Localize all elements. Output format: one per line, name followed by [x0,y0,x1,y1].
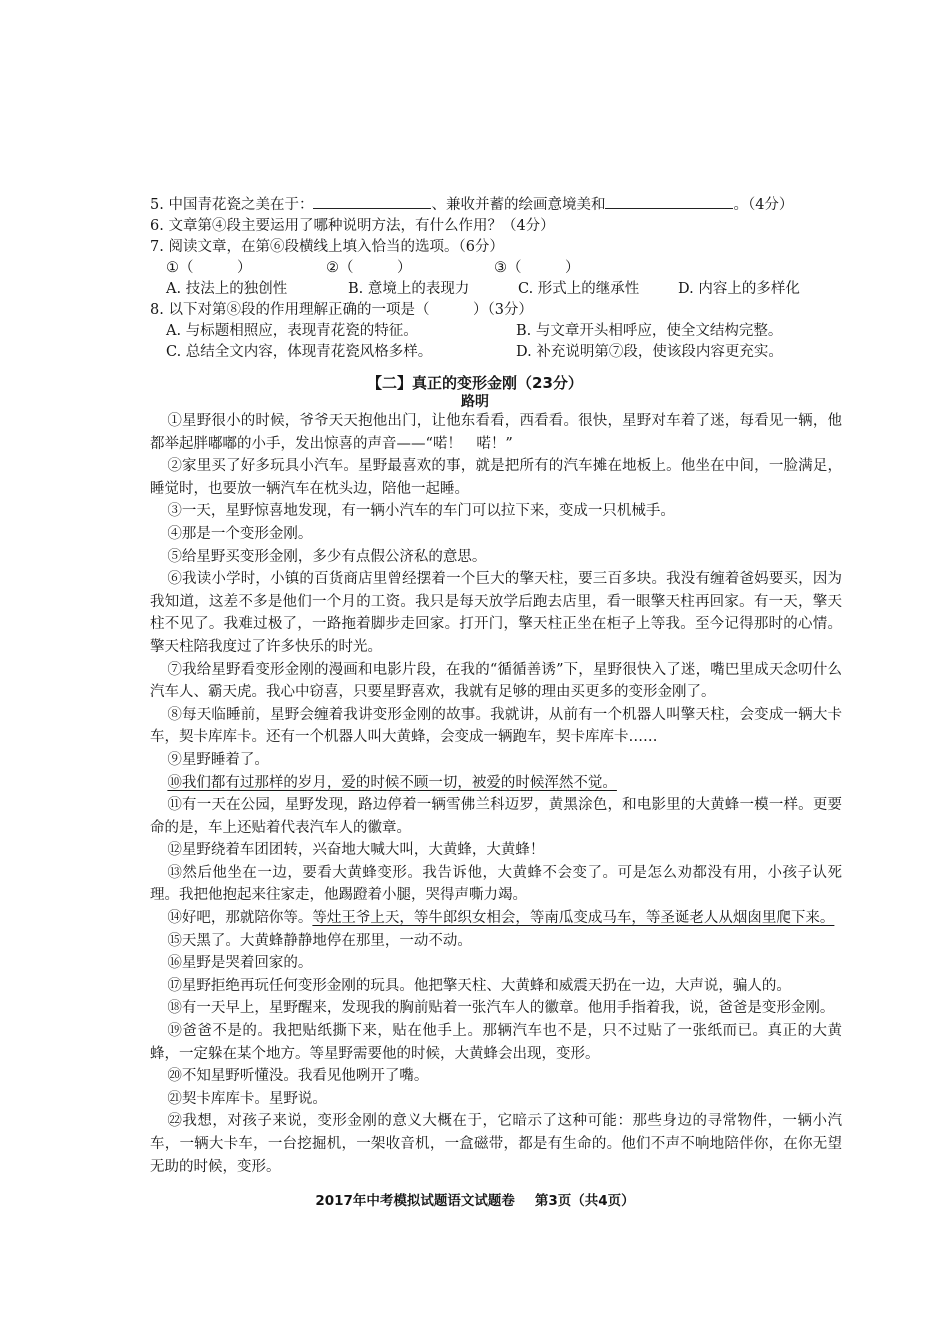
page-footer [0,1189,950,1209]
paragraph: ⑯星野是哭着回家的。 [167,955,313,972]
paragraph: ②家里买了好多玩具小汽车。星野最喜欢的事，就是把所有的汽车摊在地板上。他坐在中间，一脸满足，睡觉时，也要放一辆汽车在枕头边，陪他一起睡。 [150,458,842,497]
paragraph: ⑰星野拒绝再玩任何变形金刚的玩具。他把擎天柱、大黄蜂和威震天扔在一边，大声说，骗人的。 [167,977,791,994]
question-7-options [150,279,850,300]
paragraph: ①星野很小的时候，爷爷天天抱他出门，让他东看看，西看看。很快，星野对车着了迷，每看见一辆，他都举起胖嘟嘟的小手，发出惊喜的声音——“喏！ 喏！” [150,413,842,452]
paragraph: ㉒我想，对孩子来说，变形金刚的意义大概在于，它暗示了这种可能：那些身边的寻常物件，一辆小汽车，一辆大卡车，一台挖掘机，一架收音机，一盒磁带，都是有生命的。他们不声不响地陪伴你，在你无望无助的时候，变形。 [150,1113,842,1175]
question-5-text-c: 。（4分） [733,197,794,213]
option: C. 形式上的继承性 [518,281,640,297]
underlined-sentence: 等灶王爷上天，等牛郎织女相会，等南瓜变成马车，等圣诞老人从烟囱里爬下来。 [312,910,835,927]
option: A. 技法上的独创性 [166,281,288,297]
page-number: 第3页（共4页） [534,1193,635,1209]
question-8-options-row-1 [150,321,850,342]
answer-slot[interactable]: ③（ ） [494,260,580,276]
paragraph: ③一天，星野惊喜地发现，有一辆小汽车的车门可以拉下来，变成一只机械手。 [167,503,675,520]
paragraph: ㉑契卡库库卡。星野说。 [167,1090,327,1107]
paragraph: ⑧每天临睡前，星野会缠着我讲变形金刚的故事。我就讲，从前有一个机器人叫擎天柱，会变成一辆大卡车，契卡库库卡。还有一个机器人叫大黄蜂，会变成一辆跑车，契卡库库卡…… [150,706,842,746]
paragraph: ⑳不知星野听懂没。我看见他咧开了嘴。 [167,1068,429,1085]
option: C. 总结全文内容，体现青花瓷风格多样。 [166,344,433,360]
paragraph-14 [150,907,842,930]
author: 路明 [461,394,489,410]
paragraph: ⑮天黑了。大黄蜂静静地停在那里，一动不动。 [167,932,472,949]
paragraph-10 [150,772,842,795]
question-7-slots [150,258,850,279]
paragraph: ⑪有一天在公园，星野发现，路边停着一辆雪佛兰科迈罗，黄黑涂色，和电影里的大黄蜂一模一样。更要命的是，车上还贴着代表汽车人的徽章。 [150,797,842,836]
paragraph: ⑱有一天早上，星野醒来，发现我的胸前贴着一张汽车人的徽章。他用手指着我，说，爸爸是变形金刚。 [167,1000,835,1017]
section-title: 【二】真正的变形金刚（23分） [367,374,583,392]
question-6: 6. 文章第④段主要运用了哪种说明方法，有什么作用？（4分） [150,218,555,234]
paragraph-14-lead: ⑭好吧，那就陪你等。 [167,910,313,927]
paragraph: ⑲爸爸不是的。我把贴纸撕下来，贴在他手上。那辆汽车也不是，只不过贴了一张纸而已。真正的大黄蜂，一定躲在某个地方。等星野需要他的时候，大黄蜂会出现，变形。 [150,1023,842,1062]
article-body [150,410,842,1178]
paragraph: ⑥我读小学时，小镇的百货商店里曾经摆着一个巨大的擎天柱，要三百多块。我没有缠着爸妈要买，因为我知道，这差不多是他们一个月的工资。我只是每天放学后跑去店里，看一眼擎天柱再回家。有一天，擎天柱不见了。我难过极了，一路拖着脚步走回家。打开门，擎天柱正坐在柜子上等我。至今记得那时的心情。擎天柱陪我度过了许多快乐的时光。 [150,571,842,655]
question-5 [150,194,850,216]
question-block [150,194,850,363]
question-5-text-b: 、兼收并蓄的绘画意境美和 [431,197,606,213]
question-8-options-row-2 [150,342,850,363]
paragraph: ⑨星野睡着了。 [167,751,269,768]
paragraph: ⑫星野绕着车团团转，兴奋地大喊大叫，大黄蜂，大黄蜂！ [167,842,545,859]
underlined-sentence: ⑩我们都有过那样的岁月，爱的时候不顾一切，被爱的时候浑然不觉。 [167,774,617,791]
exam-title: 2017年中考模拟试题语文试题卷 [315,1193,515,1209]
option: D. 内容上的多样化 [678,281,800,297]
paragraph: ④那是一个变形金刚。 [167,525,313,542]
option: A. 与标题相照应，表现青花瓷的特征。 [166,323,418,339]
paragraph: ⑦我给星野看变形金刚的漫画和电影片段，在我的“循循善诱”下，星野很快入了迷，嘴巴里成天念叨什么汽车人、霸天虎。我心中窃喜，只要星野喜欢，我就有足够的理由买更多的变形金刚了。 [150,661,842,701]
option: B. 与文章开头相呼应，使全文结构完整。 [516,323,783,339]
paragraph: ⑬然后他坐在一边，要看大黄蜂变形。我告诉他，大黄蜂不会变了。可是怎么劝都没有用，小孩子认死理。我把他抱起来往家走，他踢蹬着小腿，哭得声嘶力竭。 [150,864,842,904]
answer-blank[interactable] [313,194,431,209]
option: B. 意境上的表现力 [348,281,470,297]
answer-blank[interactable] [605,194,733,209]
answer-slot[interactable]: ①（ ） [166,260,252,276]
question-8-stem: 8. 以下对第⑧段的作用理解正确的一项是（ ）（3分） [150,302,533,318]
paragraph: ⑤给星野买变形金刚，多少有点假公济私的意思。 [167,548,487,565]
option: D. 补充说明第⑦段，使该段内容更充实。 [516,344,783,360]
answer-slot[interactable]: ②（ ） [326,260,412,276]
question-5-text-a: 5. 中国青花瓷之美在于： [150,197,314,213]
question-7-stem: 7. 阅读文章，在第⑥段横线上填入恰当的选项。（6分） [150,239,504,255]
